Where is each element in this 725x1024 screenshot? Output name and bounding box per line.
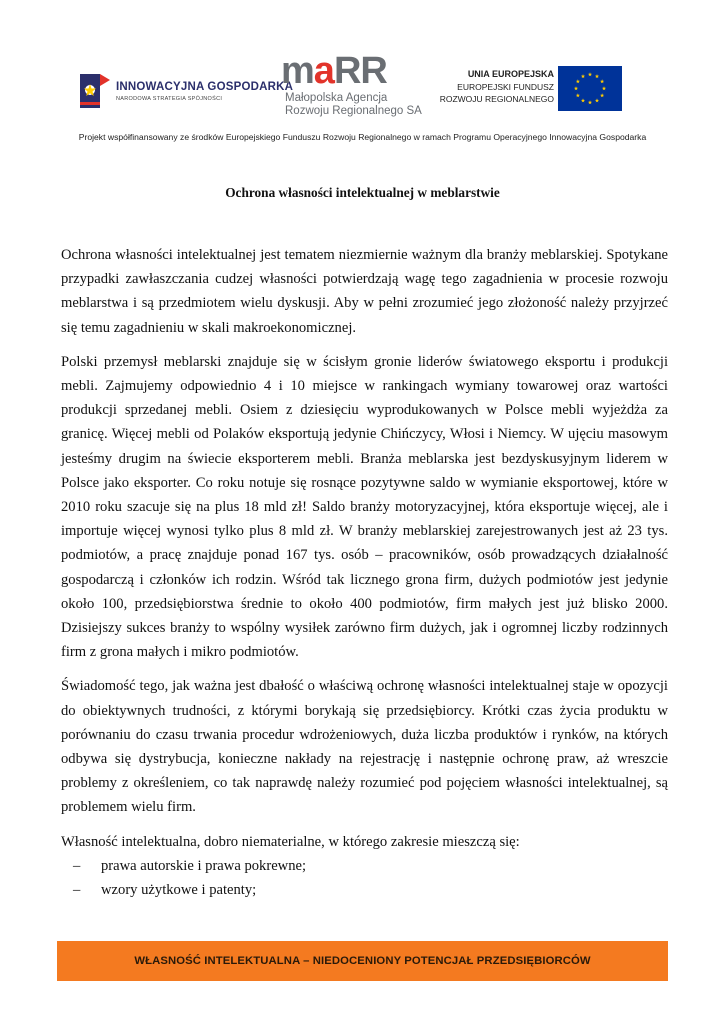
marr-logo-mark	[281, 52, 387, 90]
footer-banner-text: WŁASNOŚĆ INTELEKTUALNA – NIEDOCENIONY POTENCJAŁ PRZEDSIĘBIORCÓW	[134, 955, 591, 967]
paragraph: Polski przemysł meblarski znajduje się w ścisłym gronie liderów światowego eksportu i produkcji mebli. Zajmujemy odpowiednio 4 i 10 miejsce w rankingach wymiany towarowej oraz wartości produkcji sprzedanej mebli. Osiem z dziesięciu wyprodukowanych w Polsce mebli wyjeżdża za granicę. Więcej mebli od Polaków eksportują jedynie Chińczycy, Włosi i Niemcy. W ujęciu masowym jesteśmy drugim na świecie eksporterem mebli. Branża meblarska jest bezdyskusyjnym liderem w Polsce jako eksporter. Co roku notuje się rosnące pozytywne saldo w wymianie eksportowej, które w 2010 roku szacuje się na plus 18 mld zł! Saldo branży motoryzacyjnej, która eksportuje więcej, ale i importuje więcej wynosi tylko plus 8 mld zł. W branży meblarskiej zarejestrowanych jest aż 23 tys. podmiotów, a pracę znajduje ponad 167 tys. osób – pracowników, osób prowadzących działalność gospodarczą i członków ich rodzin. Wśród tak licznego grona firm, dużych podmiotów jest jedynie około 100, przedsiębiorstwa średnie to około 400 podmiotów, firm małych jest już blisko 2000. Dzisiejszy sukces branży to wspólny wysiłek zarówno firm dużych, jak i ogromnej liczby rodzinnych firm z grona małych i mikro podmiotów.	[61, 353, 668, 661]
paragraph: Ochrona własności intelektualnej jest tematem niezmiernie ważnym dla branży meblarskiej. Spotykane przypadki zawłaszczania cudzej własności potwierdzają wagę tego zagadnienia w procesie rozwoju meblarstwa i są przedmiotem wielu dyskusji. Aby w pełni zrozumieć jego złożoność należy przyjrzeć się temu zagadnieniu w skali makroekonomicznej.	[61, 247, 668, 336]
ig-logo-title: INNOWACYJNA GOSPODARKA	[116, 81, 294, 93]
project-cofinancing-note: Projekt współfinansowany ze środków Europejskiego Funduszu Rozwoju Regionalnego w ramach Programu Operacyjnego Innowacyjna Gospodarka	[78, 132, 647, 142]
marr-mark-rr: RR	[333, 50, 387, 92]
list-item-text: prawa autorskie i prawa pokrewne;	[101, 857, 307, 874]
eu-logo	[432, 66, 622, 112]
marr-mark-a: a	[313, 50, 334, 92]
document-title: Ochrona własności intelektualnej w meblarstwie	[225, 185, 500, 200]
list-item-text: wzory użytkowe i patenty;	[101, 882, 257, 899]
ig-flag-icon	[78, 72, 112, 110]
ig-logo-subtitle: NARODOWA STRATEGIA SPÓJNOŚCI	[116, 96, 223, 102]
marr-mark-m: m	[281, 50, 314, 92]
list-item	[61, 878, 668, 902]
marr-logo	[281, 50, 422, 122]
list-item	[61, 854, 668, 878]
marr-logo-line1: Małopolska Agencja	[285, 92, 388, 104]
footer-banner	[57, 941, 668, 981]
list-dash: –	[73, 882, 81, 899]
paragraph: Własność intelektualna, dobro niematerialne, w którego zakresie mieszczą się:	[61, 833, 520, 850]
list-dash: –	[73, 857, 81, 874]
scope-list	[61, 854, 668, 902]
innowacyjna-gospodarka-logo	[78, 72, 294, 112]
page-header	[0, 0, 725, 130]
eu-logo-line3: ROZWOJU REGIONALNEGO	[439, 94, 554, 104]
paragraph: Świadomość tego, jak ważna jest dbałość o właściwą ochronę własności intelektualnej staje w opozycji do obiektywnych trudności, z którymi borykają się przedsiębiorcy. Krótki czas życia produktu w porównaniu do czasu trwania procedur wdrożeniowych, duża liczba produktów i rynków, na których odbywa się dystrybucja, konieczne nakłady na rejestrację i następnie ochronę praw, aż wreszcie problemy z określeniem, co tak naprawdę należy rozumieć pod pojęciem własności intelektualnej, są problemem wielu firm.	[61, 678, 668, 816]
eu-flag-icon	[558, 66, 622, 111]
eu-logo-line2: EUROPEJSKI FUNDUSZ	[457, 82, 554, 92]
marr-logo-line2: Rozwoju Regionalnego SA	[285, 105, 422, 117]
eu-logo-line1: UNIA EUROPEJSKA	[467, 69, 554, 79]
document-body	[61, 243, 668, 902]
